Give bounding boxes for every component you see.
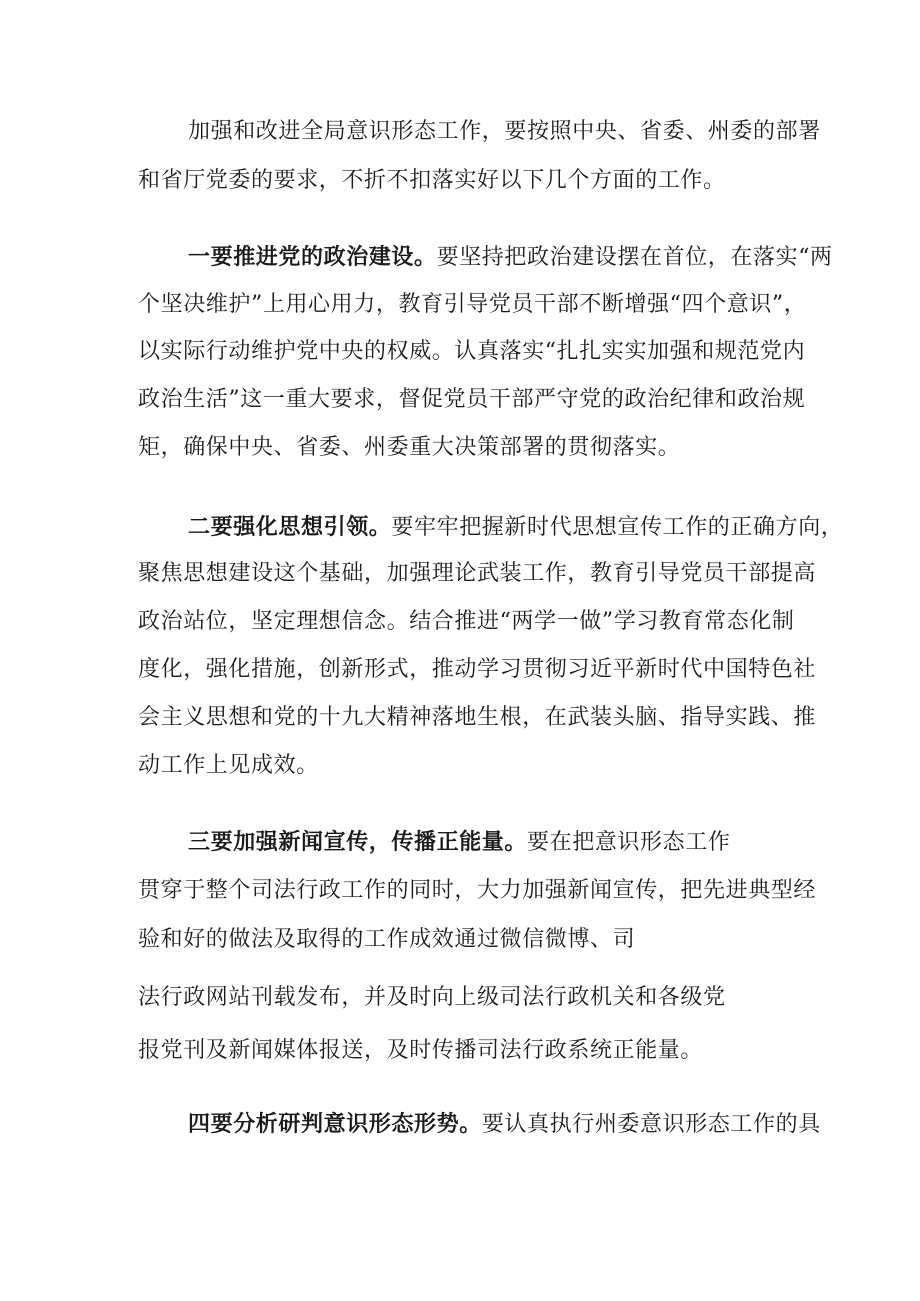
paragraph-line: 度化，强化措施，创新形式，推动学习贯彻习近平新时代中国特色社 [138,657,817,682]
paragraph-text: 要在把意识形态工作 [527,830,731,855]
paragraph-line: 验和好的做法及取得的工作成效通过微信微博、司 [138,927,636,952]
section-2-heading: 二要强化思想引领。 [188,514,392,540]
paragraph-line: 聚焦思想建设这个基础，加强理论武装工作，教育引导党员干部提高 [138,561,817,586]
paragraph-text: 要牢牢把握新时代思想宣传工作的正确方向， [391,515,844,540]
section-4-heading: 四要分析研判意识形态形势。 [188,1111,482,1137]
paragraph-line: 法行政网站刊载发布，并及时向上级司法行政机关和各级党 [138,985,726,1010]
paragraph-line: 会主义思想和党的十九大精神落地生根，在武装头脑、指导实践、推 [138,705,817,730]
paragraph-text: 要坚持把政治建设摆在首位，在落实“两 [436,245,833,270]
paragraph-line: 政治站位，坚定理想信念。结合推进“两学一做”学习教育常态化制 [138,609,795,634]
paragraph-line: 加强和改进全局意识形态工作，要按照中央、省委、州委的部署 [188,119,821,144]
paragraph-line: 政治生活”这一重大要求，督促党员干部严守党的政治纪律和政治规 [138,387,806,412]
paragraph-line: 和省厅党委的要求，不折不扣落实好以下几个方面的工作。 [138,168,726,193]
section-1-first-line [188,242,833,273]
paragraph-line: 贯穿于整个司法行政工作的同时，大力加强新闻宣传，把先进典型经 [138,878,817,903]
paragraph-line: 矩，确保中央、省委、州委重大决策部署的贯彻落实。 [138,435,681,460]
paragraph-line: 以实际行动维护党中央的权威。认真落实“扎扎实实加强和规范党内 [138,339,806,364]
paragraph-text: 要认真执行州委意识形态工作的具 [481,1112,821,1137]
paragraph-line: 个坚决维护”上用心用力，教育引导党员干部不断增强“四个意识”， [138,292,807,317]
paragraph-line: 动工作上见成效。 [138,753,319,778]
section-1-heading: 一要推进党的政治建设。 [188,244,437,270]
section-2-first-line [188,512,843,543]
section-4-first-line [188,1109,821,1140]
section-3-first-line [188,827,730,858]
section-3-heading: 三要加强新闻宣传，传播正能量。 [188,829,528,855]
paragraph-line: 报党刊及新闻媒体报送，及时传播司法行政系统正能量。 [138,1038,704,1063]
